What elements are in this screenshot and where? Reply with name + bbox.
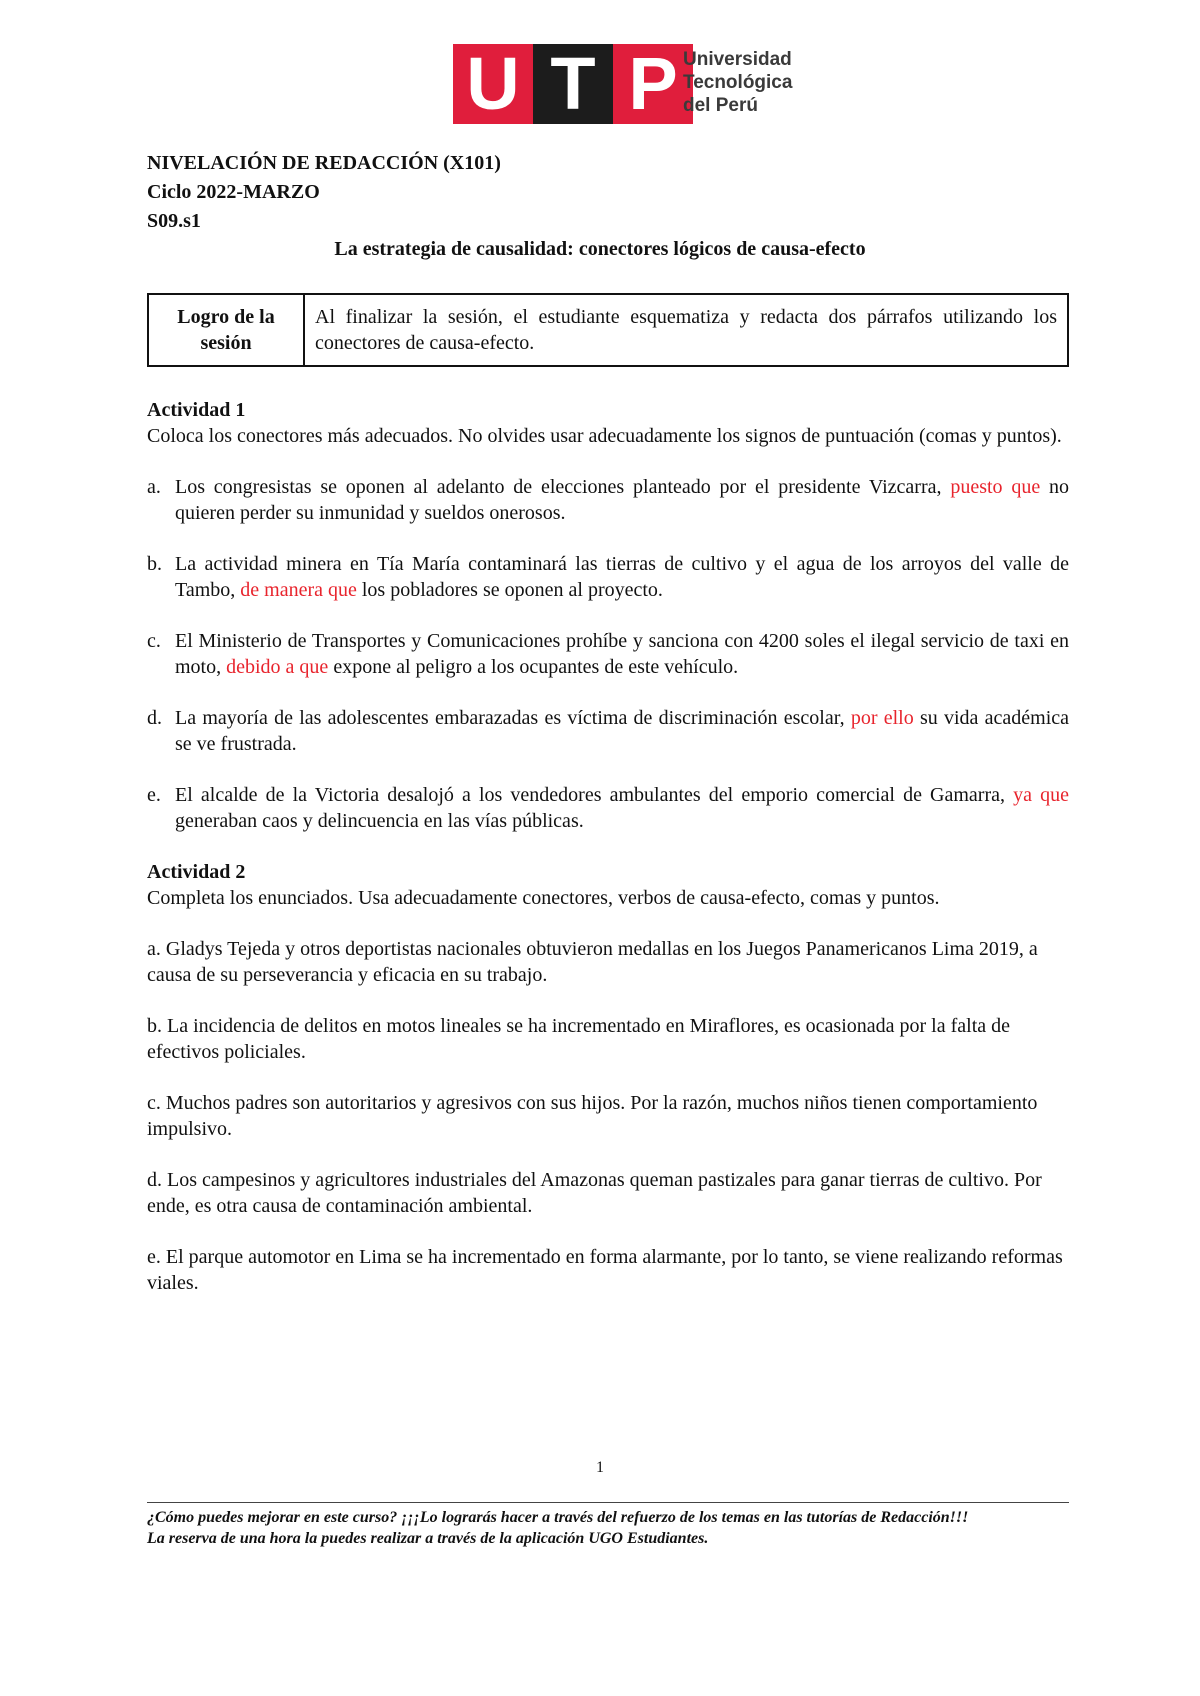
sentence-start: El Ministerio de Transportes y Comunicaciones prohíbe y sanciona con 4200 soles el ilegal servicio de taxi en moto, [175,630,1069,678]
logo-letter-p: P [613,44,693,124]
activity-2-instructions: Completa los enunciados. Usa adecuadamente conectores, verbos de causa-efecto, comas y puntos. [147,887,940,909]
activity-2-item: c. Muchos padres son autoritarios y agresivos con sus hijos. Por la razón, muchos niños tienen comportamiento impulsivo. [147,1092,1038,1140]
activity-2-item: d. Los campesinos y agricultores industriales del Amazonas queman pastizales para ganar tierras de cultivo. Por ende, es otra causa de contaminación ambiental. [147,1169,1042,1217]
list-item [147,782,1069,834]
activity-1-title: Actividad 1 [147,399,246,421]
goal-text: Al finalizar la sesión, el estudiante esquematiza y redacta dos párrafos utilizando los conectores de causa-efecto. [315,306,1057,354]
logo-name-line-2: Tecnológica [683,72,793,93]
footer-divider [147,1502,1069,1503]
utp-logo [453,44,793,124]
sentence-end: los pobladores se oponen al proyecto. [356,579,663,601]
sentence-start: La actividad minera en Tía María contaminará las tierras de cultivo y el agua de los arroyos del valle de Tambo, [175,553,1069,601]
logo-letter-t: T [533,44,613,124]
activity-1-list [147,474,1069,834]
document-header [147,149,501,236]
logo-name-line-3: del Perú [683,95,758,116]
list-marker: b. [147,553,162,575]
goal-label: Logro de la sesión [149,295,305,365]
activity-1-instructions: Coloca los conectores más adecuados. No olvides usar adecuadamente los signos de puntuación (comas y puntos). [147,425,1062,447]
sentence-start: Los congresistas se oponen al adelanto de elecciones planteado por el presidente Vizcarra, [175,476,951,498]
list-item [147,474,1069,526]
list-item [147,705,1069,757]
course-name: NIVELACIÓN DE REDACCIÓN (X101) [147,152,501,174]
document-title: La estrategia de causalidad: conectores lógicos de causa-efecto [334,238,866,260]
cycle-label: Ciclo 2022-MARZO [147,181,320,203]
connector-answer: ya que [1013,784,1069,806]
sentence-start: La mayoría de las adolescentes embarazadas es víctima de discriminación escolar, [175,707,851,729]
activity-2-item: e. El parque automotor en Lima se ha incrementado en forma alarmante, por lo tanto, se viene realizando reformas viales. [147,1246,1063,1294]
connector-answer: puesto que [950,476,1041,498]
list-marker: d. [147,707,162,729]
session-goal-table [147,293,1069,367]
session-code: S09.s1 [147,210,201,232]
activity-2-item: a. Gladys Tejeda y otros deportistas nacionales obtuvieron medallas en los Juegos Panamericanos Lima 2019, a causa de su perseverancia y eficacia en su trabajo. [147,938,1038,986]
document-body [147,397,1069,1296]
footer-note-line-1: ¿Cómo puedes mejorar en este curso? ¡¡¡Lo lograrás hacer a través del refuerzo de los temas en las tutorías de Redacción!!! [147,1509,969,1526]
logo-letter-u: U [453,44,533,124]
list-marker: a. [147,476,161,498]
connector-answer: de manera que [240,579,357,601]
footer-note [147,1507,1069,1549]
logo-letter-blocks [453,44,693,124]
connector-answer: por ello [850,707,914,729]
logo-name-line-1: Universidad [683,49,792,70]
logo-university-name [683,48,792,117]
sentence-end: expone al peligro a los ocupantes de este vehículo. [328,656,739,678]
sentence-end: su vida académica se ve frustrada. [175,707,1070,755]
sentence-end: generaban caos y delincuencia en las vías públicas. [175,810,584,832]
activity-2-item: b. La incidencia de delitos en motos lineales se ha incrementado en Miraflores, es ocasionada por la falta de efectivos policiales. [147,1015,1011,1063]
sentence-end: no quieren perder su inmunidad y sueldos onerosos. [175,476,1070,524]
connector-answer: debido a que [226,656,329,678]
footer-note-line-2: La reserva de una hora la puedes realizar a través de la aplicación UGO Estudiantes. [147,1530,709,1547]
list-marker: e. [147,784,161,806]
list-item [147,551,1069,603]
list-marker: c. [147,630,161,652]
list-item [147,628,1069,680]
activity-2-title: Actividad 2 [147,861,246,883]
sentence-start: El alcalde de la Victoria desalojó a los vendedores ambulantes del emporio comercial de Gamarra, [175,784,1014,806]
page-number: 1 [596,1459,604,1476]
